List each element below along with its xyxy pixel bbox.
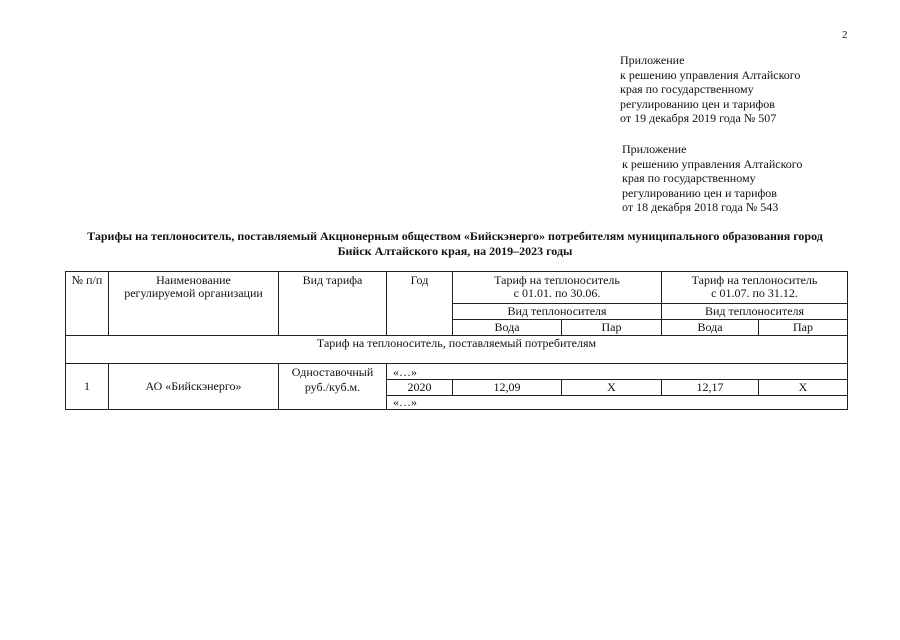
document-title-line: Тарифы на теплоноситель, поставляемый Акционерным обществом «Бийскэнерго» потребителям муниципального образования город bbox=[87, 229, 823, 243]
header-period-1-line: Тариф на теплоноситель bbox=[494, 273, 620, 287]
document-title-line: Бийск Алтайского края, на 2019–2023 годы bbox=[337, 243, 573, 258]
header-num: № п/п bbox=[71, 273, 103, 287]
header-water-1: Вода bbox=[494, 320, 520, 334]
header-org-line: Наименование bbox=[156, 273, 231, 287]
header-water-2: Вода bbox=[697, 320, 723, 334]
page-number: 2 bbox=[842, 29, 848, 41]
header-period-2-line: Тариф на теплоноситель bbox=[691, 273, 818, 287]
ellipsis-bottom: «…» bbox=[393, 395, 417, 409]
appendix-previous-line: от 18 декабря 2018 года № 543 bbox=[622, 200, 779, 214]
header-org-line: регулируемой организации bbox=[124, 286, 263, 300]
appendix-previous-line: края по государственному bbox=[622, 171, 756, 185]
row-tariff-type-line: Одноставочный bbox=[291, 365, 374, 379]
appendix-previous-line: Приложение bbox=[622, 142, 687, 156]
appendix-previous bbox=[622, 142, 802, 215]
appendix-previous-line: регулированию цен и тарифов bbox=[622, 185, 777, 200]
header-org bbox=[109, 274, 278, 300]
header-carrier-type-2: Вид теплоносителя bbox=[704, 304, 805, 318]
row-org: АО «Бийскэнерго» bbox=[145, 379, 242, 393]
header-steam-1: Пар bbox=[601, 320, 622, 334]
appendix-current-line: края по государственному bbox=[620, 82, 754, 96]
appendix-current-line: Приложение bbox=[620, 53, 685, 67]
appendix-current-line: регулированию цен и тарифов bbox=[620, 96, 775, 111]
row-tariff-type-line: руб./куб.м. bbox=[304, 380, 361, 394]
row-num: 1 bbox=[84, 379, 90, 393]
header-period-2-line: с 01.07. по 31.12. bbox=[711, 286, 798, 300]
header-tariff-type: Вид тарифа bbox=[302, 273, 363, 287]
row-p1-water: 12,09 bbox=[493, 380, 521, 394]
section-title: Тариф на теплоноситель, поставляемый потребителям bbox=[316, 336, 597, 350]
appendix-current-line: к решению управления Алтайского bbox=[620, 67, 801, 82]
header-period-1 bbox=[453, 274, 661, 300]
row-tariff-type bbox=[279, 366, 386, 394]
row-p2-steam: Х bbox=[798, 380, 808, 394]
header-period-2 bbox=[662, 274, 847, 300]
row-p1-steam: Х bbox=[607, 380, 616, 394]
document-title bbox=[40, 229, 870, 258]
appendix-current bbox=[620, 53, 800, 126]
appendix-previous-line: к решению управления Алтайского bbox=[622, 156, 803, 171]
appendix-current-line: от 19 декабря 2019 года № 507 bbox=[620, 111, 777, 125]
header-period-1-line: с 01.01. по 30.06. bbox=[513, 286, 601, 300]
header-carrier-type-1: Вид теплоносителя bbox=[507, 304, 607, 318]
row-p2-water: 12,17 bbox=[696, 380, 724, 394]
ellipsis-top: «…» bbox=[393, 365, 417, 379]
header-year: Год bbox=[410, 273, 429, 287]
row-year: 2020 bbox=[407, 380, 432, 394]
header-steam-2: Пар bbox=[793, 320, 813, 334]
